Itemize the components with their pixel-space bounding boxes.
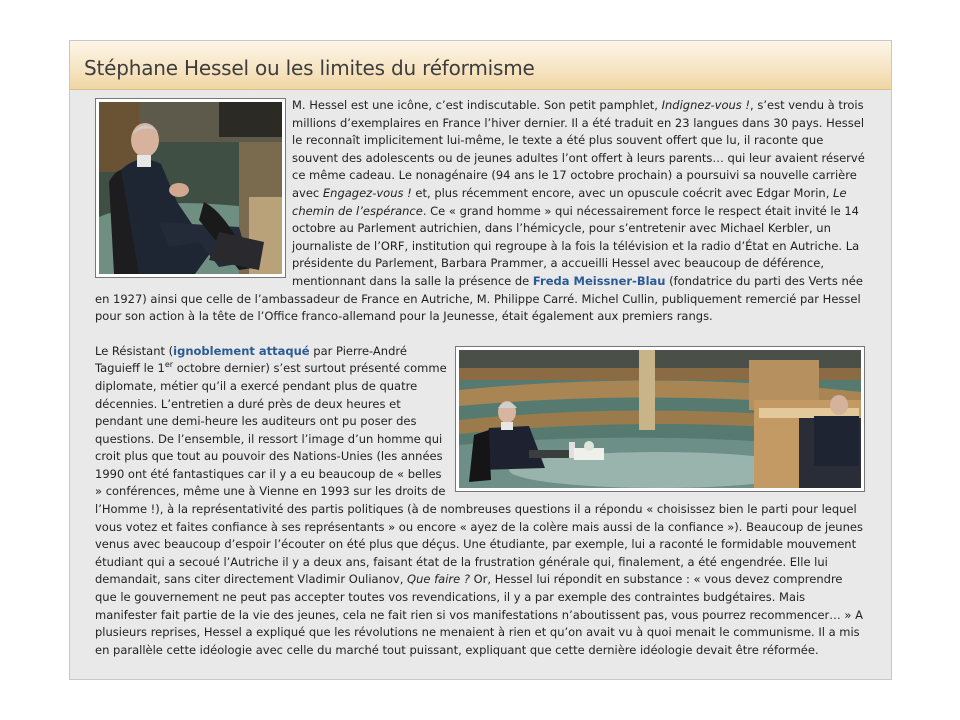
paragraph-2-text-4: Or, Hessel lui répondit en substance : « vous devez comprendre que le gouvernement ne peut pas accepter toutes vos revendications, il y a par exemple des contraintes budgétaires. Mais manifester fait partie de la vie des jeunes, cela ne fait rien si vos manifestations n’aboutissent pas, vous pourrez recommencer… » A plusieurs reprises, Hessel a expliqué que les révolutions ne menaient à rien et qu’on avait vu à quoi menait le communisme. Il a mis en parallèle cette idéologie avec celle du marché tout puissant, expliquant que cette dernière idéologie devait être réformée. bbox=[95, 572, 863, 657]
freda-meissner-blau-link[interactable]: Freda Meissner-Blau bbox=[532, 273, 666, 288]
paragraph-2-text-3: octobre dernier) s’est surtout présenté comme diplomate, métier qu’il a exercé pendant plus de quatre décennies. L’entretien a duré près de deux heures et pendant une demi-heure les auditeurs ont pu poser des questions. De l’ensemble, il ressort l’image d’un homme qui croit plus que tout au pouvoir des Nations-Unies (les années 1990 ont été fantastiques car il y a eu beaucoup de « belles » conférences, même une à Vienne en 1993 sur les droits de l’Homme !), à la représentativité des partis politiques (à de nombreuses questions il a répondu « choisissez bien le parti pour lequel vous votez et faites confiance à ses représentants » ou encore « ayez de la colère mais aussi de la confiance »). Beaucoup de jeunes venus avec beaucoup d’espoir l’écouter on été plus que déçus. Une étudiante, par exemple, lui a raconté le formidable mouvement étudiant qui a secoué l’Autriche il y a deux ans, faisant état de la frustration générale qui, finalement, a été engendrée. Elle lui demandait, sans citer directement Vladimir Oulianov, bbox=[95, 361, 863, 587]
paragraph-1-text-1: M. Hessel est une icône, c’est indiscutable. Son petit pamphlet, bbox=[292, 98, 662, 112]
paragraph-1-text-4: . Ce « grand homme » qui nécessairement force le respect était invité le 14 octobre au Parlement autrichien, dans l’hémicycle, pour s’entretenir avec Michael Kerbler, un journaliste de l’ORF, institution qui regroupe à la fois la télévision et la radio d’État en Autriche. La présidente du Parlement, Barbara Prammer, a accueilli Hessel avec beaucoup de déférence, mentionnant dans la salle la présence de bbox=[292, 203, 860, 288]
article-body bbox=[95, 97, 865, 659]
article-title: Stéphane Hessel ou les limites du réformisme bbox=[84, 56, 535, 80]
parliament-hemicycle-photo bbox=[455, 346, 865, 492]
paragraph-2-text-1: Le Résistant ( bbox=[95, 343, 174, 358]
ignoblement-attaque-link[interactable]: ignoblement attaqué bbox=[173, 343, 310, 358]
photo-2-image bbox=[459, 350, 861, 488]
article-frame bbox=[69, 40, 892, 680]
photo-1-image bbox=[99, 102, 282, 274]
paragraph-1-text-3: et, plus récemment encore, avec un opuscule coécrit avec Edgar Morin, bbox=[411, 185, 834, 200]
ordinal-superscript: er bbox=[164, 360, 174, 370]
book-title-indignez-vous: Indignez-vous ! bbox=[661, 98, 751, 112]
book-title-que-faire: Que faire ? bbox=[407, 572, 470, 587]
book-title-engagez-vous: Engagez-vous ! bbox=[322, 185, 412, 200]
book-title-chemin-esperance: Le chemin de l’espérance bbox=[292, 185, 847, 218]
paragraph-1-text-2: , s’est vendu à trois millions d’exemplaires en France l’hiver dernier. Il a été traduit en 23 langues dans 30 pays. Hessel le reconnaît implicitement lui-même, le texte a été plus souvent offert que lu, il raconte que souvent des adolescents ou de jeunes adultes l’ont offert à leurs parents… qui leur avaient réservé ce même cadeau. Le nonagénaire (94 ans le 17 octobre prochain) a poursuivi sa nouvelle carrière avec bbox=[292, 98, 865, 200]
article-header bbox=[70, 41, 891, 90]
hessel-seated-in-parliament-photo bbox=[95, 98, 286, 278]
paragraph-1-text-5: (fondatrice du parti des Verts née en 1927) ainsi que celle de l’ambassadeur de France en Autriche, M. Philippe Carré. Michel Cullin, publiquement remercié par Hessel pour son action à la tête de l’Office franco-allemand pour la Jeunesse, était également aux premiers rangs. bbox=[95, 273, 863, 324]
paragraph-2-text-2: par Pierre-André Taguieff le 1 bbox=[95, 343, 407, 376]
